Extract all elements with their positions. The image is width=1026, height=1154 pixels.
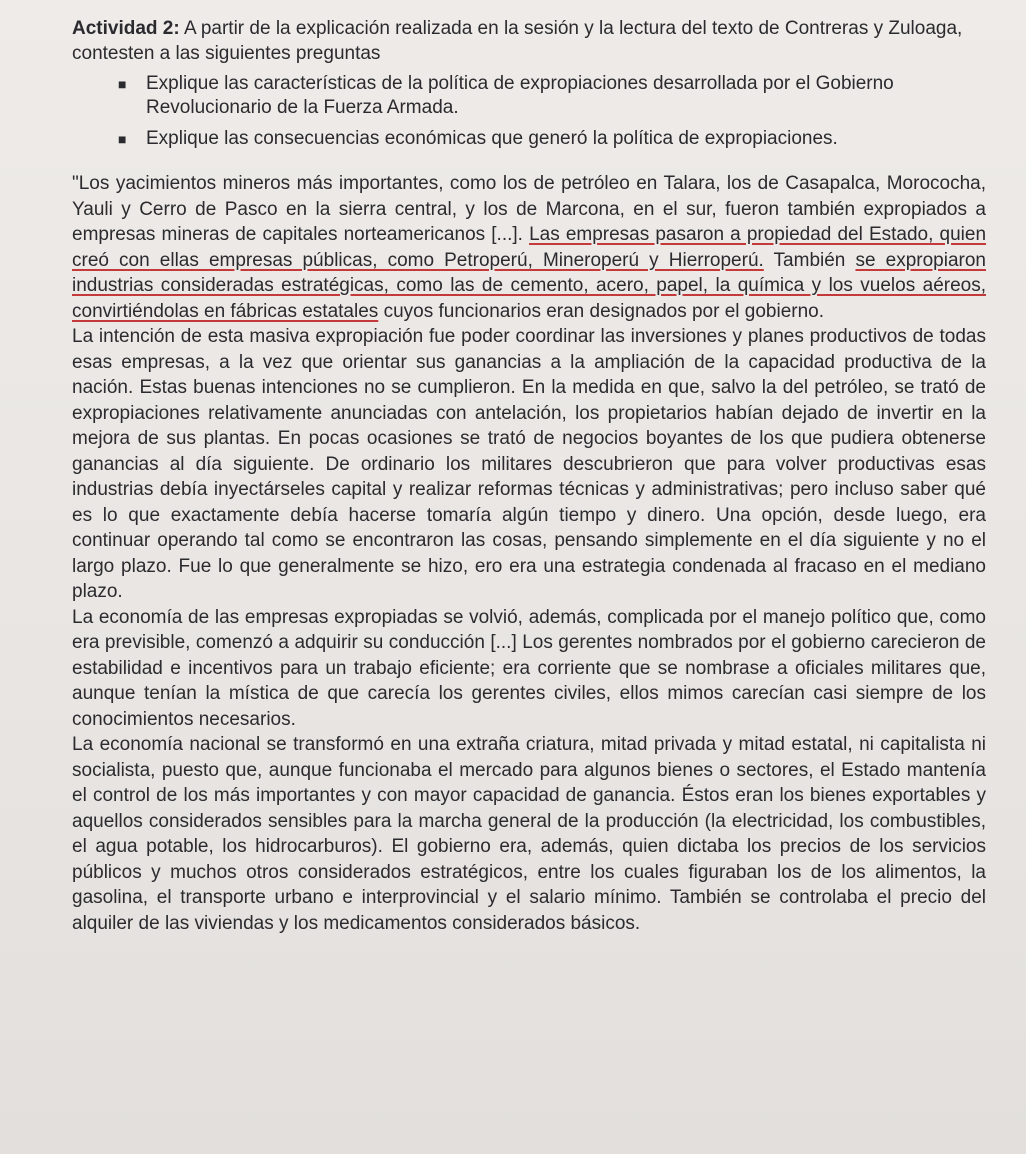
quote-paragraph-4: La economía nacional se transformó en una extraña criatura, mitad privada y mitad estatal, ni capitalista ni socialista, puesto que, aunque funcionaba el mercado para algunos bienes o sectores, el Estado mantenía el control de los más importantes y con mayor capacidad de ganancia. Éstos eran los bienes exportables y aquellos considerados sensibles para la marcha general de la producción (la electricidad, los combustibles, el agua potable, los hidrocarburos). El gobierno era, además, quien dictaba los precios de los servicios públicos y muchos otros considerados estratégicos, entre los cuales figuraban los de los alimentos, la gasolina, el transporte urbano e interprovincial y el salario mínimo. También se controlaba el precio del alquiler de las viviendas y los medicamentos considerados básicos.: [72, 734, 986, 934]
bullet-icon: ■: [118, 131, 127, 147]
question-text: Explique las consecuencias económicas que generó la política de expropiaciones.: [146, 128, 838, 149]
question-item: [72, 127, 986, 151]
activity-header: [72, 16, 986, 66]
bullet-icon: ■: [118, 76, 127, 92]
quote-p1-mid: También: [763, 249, 856, 271]
quoted-text: [72, 171, 986, 936]
question-list: [72, 72, 986, 151]
underlined-passage-b: se expropiaron industrias consideradas estratégicas, como las de cemento, acero, papel, la química y los vuelos aéreos, convirtiéndolas en fábricas estatales: [72, 249, 986, 322]
activity-instruction: A partir de la explicación realizada en la sesión y la lectura del texto de Contreras y Zuloaga, contesten a las siguientes preguntas: [72, 18, 963, 64]
quote-p1-end: cuyos funcionarios eran designados por el gobierno.: [378, 300, 825, 322]
question-item: [72, 72, 986, 120]
quote-paragraph-1: [72, 171, 986, 324]
quote-paragraph-2: La intención de esta masiva expropiación fue poder coordinar las inversiones y planes productivos de todas esas empresas, a la vez que orientar sus ganancias a la ampliación de la capacidad productiva de la nación. Estas buenas intenciones no se cumplieron. En la medida en que, salvo la del petróleo, se trató de expropiaciones relativamente anunciadas con antelación, los propietarios habían dejado de invertir en la mejora de sus plantas. En pocas ocasiones se trató de negocios boyantes de los que pudiera obtenerse ganancias al día siguiente. De ordinario los militares descubrieron que para volver productivas esas industrias debía inyectárseles capital y realizar reformas técnicas y administrativas; pero incluso saber qué es lo que exactamente debía hacerse tomaría algún tiempo y dinero. Una opción, desde luego, era continuar operando tal como se encontraron las cosas, pensando simplemente en el día siguiente y no el largo plazo. Fue lo que generalmente se hizo, ero era una estrategia condenada al fracaso en el mediano plazo.: [72, 326, 986, 602]
quote-paragraph-3: La economía de las empresas expropiadas se volvió, además, complicada por el manejo político que, como era previsible, comenzó a adquirir su conducción [...] Los gerentes nombrados por el gobierno carecieron de estabilidad e incentivos para un trabajo eficiente; era corriente que se nombrase a oficiales militares que, aunque tenían la mística de que carecía los gerentes civiles, ellos mimos carecían casi siempre de los conocimientos necesarios.: [72, 606, 986, 730]
question-text: Explique las características de la política de expropiaciones desarrollada por el Gobierno Revolucionario de la Fuerza Armada.: [146, 73, 894, 118]
quote-p1-start: "Los yacimientos mineros más importantes, como los de petróleo en Talara, los de Casapalca, Morococha, Yauli y Cerro de Pasco en la sierra central, y los de Marcona, en el sur, fueron también expropiados a empresas mineras de capitales norteamericanos [...].: [72, 173, 986, 245]
underlined-passage-a: Las empresas pasaron a propiedad del Estado, quien creó con ellas empresas públicas, como Petroperú, Mineroperú y Hierroperú.: [72, 224, 987, 271]
activity-label: Actividad 2:: [72, 18, 180, 39]
